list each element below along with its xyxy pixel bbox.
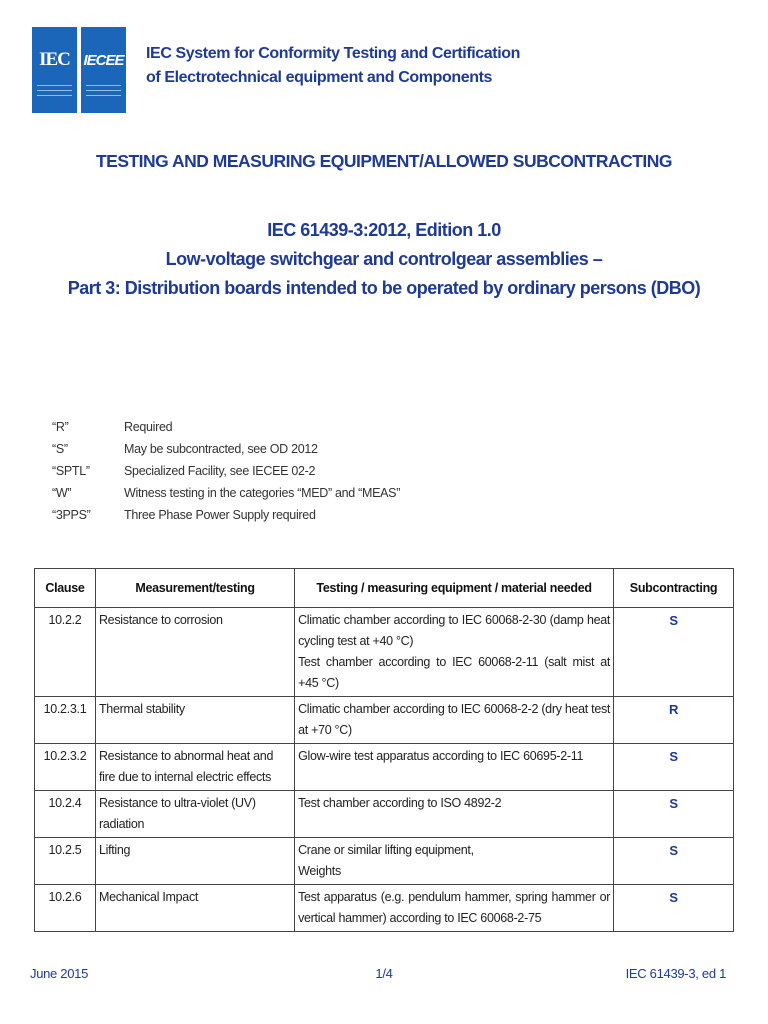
subcontracting-cell: R [614, 697, 734, 744]
measurement-cell: Lifting [95, 838, 294, 885]
equipment-line: Test apparatus (e.g. pendulum hammer, spring hammer or vertical hammer) according to IEC 60068-2-75 [298, 890, 611, 925]
legend-row [52, 504, 400, 526]
equipment-line: Climatic chamber according to IEC 60068-2-2 (dry heat test at +70 °C) [298, 702, 611, 737]
legend-code: “S” [52, 442, 68, 456]
equipment-line: Glow-wire test apparatus according to IEC 60695-2-11 [298, 749, 584, 763]
equipment-line: Crane or similar lifting equipment, [298, 843, 474, 857]
legend-row [52, 416, 400, 438]
table-row [35, 744, 734, 791]
measurement-cell: Mechanical Impact [95, 885, 294, 932]
measurement-cell: Thermal stability [95, 697, 294, 744]
header-equipment: Testing / measuring equipment / material needed [295, 569, 614, 608]
legend-code: “3PPS” [52, 508, 91, 522]
equipment-line: Climatic chamber according to IEC 60068-2-30 (damp heat cycling test at +40 °C) [298, 613, 611, 648]
equipment-cell [295, 791, 614, 838]
standard-code: IEC 61439-3:2012, Edition 1.0 [267, 220, 501, 240]
legend-code: “SPTL” [52, 464, 90, 478]
footer-page-number: 1/4 [375, 966, 393, 981]
table-row [35, 885, 734, 932]
legend-description: Three Phase Power Supply required [124, 508, 316, 522]
standard-block [0, 216, 768, 303]
iec-logo-text: IEC [39, 49, 70, 70]
legend-row [52, 438, 400, 460]
subcontracting-cell: S [614, 791, 734, 838]
legend-row [52, 460, 400, 482]
logo-group [32, 27, 126, 113]
clause-cell: 10.2.3.1 [35, 697, 96, 744]
standard-subtitle-2: Part 3: Distribution boards intended to be operated by ordinary persons (DBO) [67, 278, 701, 298]
measurement-cell: Resistance to corrosion [95, 608, 294, 697]
equipment-cell [295, 838, 614, 885]
equipment-line: Test chamber according to IEC 60068-2-11 (salt mist at +45 °C) [298, 655, 611, 690]
equipment-cell [295, 608, 614, 697]
subcontracting-cell: S [614, 608, 734, 697]
header-line-1: IEC System for Conformity Testing and Certification [146, 45, 521, 62]
document-title: TESTING AND MEASURING EQUIPMENT/ALLOWED SUBCONTRACTING [95, 151, 673, 171]
equipment-cell [295, 697, 614, 744]
clause-cell: 10.2.6 [35, 885, 96, 932]
legend [52, 416, 400, 526]
subcontracting-cell: S [614, 838, 734, 885]
subcontracting-cell: S [614, 744, 734, 791]
header-clause: Clause [35, 569, 96, 608]
clause-cell: 10.2.4 [35, 791, 96, 838]
table-row [35, 608, 734, 697]
table-header-row [35, 569, 734, 608]
iecee-logo-text: IECEE [83, 52, 124, 69]
organization-header [146, 42, 746, 90]
equipment-cell [295, 744, 614, 791]
header-line-2: of Electrotechnical equipment and Components [146, 69, 492, 86]
legend-description: Witness testing in the categories “MED” and “MEAS” [124, 486, 401, 500]
table-row [35, 697, 734, 744]
clause-cell: 10.2.3.2 [35, 744, 96, 791]
clause-cell: 10.2.5 [35, 838, 96, 885]
clause-cell: 10.2.2 [35, 608, 96, 697]
table-row [35, 838, 734, 885]
standard-subtitle-1: Low-voltage switchgear and controlgear assemblies – [165, 249, 603, 269]
header-measurement: Measurement/testing [95, 569, 294, 608]
legend-description: May be subcontracted, see OD 2012 [124, 442, 318, 456]
legend-description: Required [124, 420, 173, 434]
legend-row [52, 482, 400, 504]
legend-description: Specialized Facility, see IECEE 02-2 [124, 464, 316, 478]
equipment-cell [295, 885, 614, 932]
footer-document-id: IEC 61439-3, ed 1 [625, 966, 726, 981]
subcontracting-cell: S [614, 885, 734, 932]
equipment-line: Test chamber according to ISO 4892-2 [298, 796, 502, 810]
measurement-cell: Resistance to abnormal heat and fire due to internal electric effects [95, 744, 294, 791]
equipment-line: Weights [298, 864, 341, 878]
footer-date: June 2015 [30, 966, 89, 981]
legend-code: “R” [52, 420, 69, 434]
testing-table [34, 568, 734, 932]
iec-logo [32, 27, 77, 113]
measurement-cell: Resistance to ultra-violet (UV) radiation [95, 791, 294, 838]
table-row [35, 791, 734, 838]
header-subcontracting: Subcontracting [614, 569, 734, 608]
legend-code: “W” [52, 486, 72, 500]
iecee-logo [81, 27, 126, 113]
